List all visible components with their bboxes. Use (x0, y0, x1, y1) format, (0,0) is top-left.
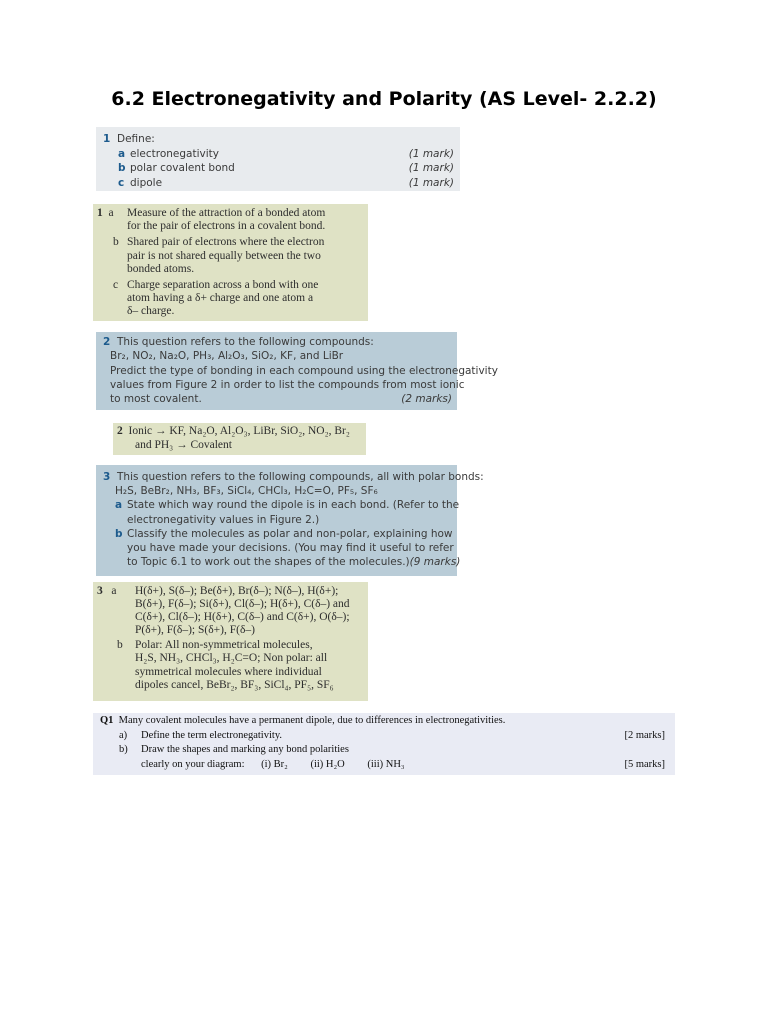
question-text: Predict the type of bonding in each compound using the electronegativity (110, 364, 498, 377)
question-text: you have made your decisions. (You may find it useful to refer (127, 542, 454, 555)
question-3-box (96, 465, 484, 576)
item-text: dipole (130, 176, 163, 189)
answer-number: 2 (117, 425, 123, 437)
answer-1-box (93, 204, 368, 321)
compound-list: H₂S, BeBr₂, NH₃, BF₃, SiCl₄, CHCl₃, H₂C=O, PF₅, SF₆ (115, 485, 378, 498)
part-iii: (iii) NH₃ (367, 758, 405, 770)
answer-line: Polar: All non-symmetrical molecules, (135, 639, 313, 652)
question-text: to Topic 6.1 to work out the shapes of the molecules.) (127, 556, 410, 569)
question-text: to most covalent. (110, 393, 202, 406)
item-letter: c (113, 279, 119, 292)
item-letter: a (115, 499, 123, 512)
item-letter: c (118, 176, 125, 189)
marks-label: (1 mark) (408, 147, 454, 160)
marks-label: (9 marks) (409, 556, 461, 569)
part-i: (i) Br₂ (261, 758, 288, 770)
question-item (103, 147, 454, 162)
page-title: 6.2 Electronegativity and Polarity (AS Level- 2.2.2) (111, 88, 657, 110)
answer-item (97, 207, 364, 233)
question-number: 2 (103, 336, 111, 348)
answer-line: H(δ+), S(δ–); Be(δ+), Br(δ–); N(δ–), H(δ+); (135, 585, 339, 597)
question-item (103, 176, 454, 191)
marks-label: (1 mark) (408, 176, 454, 189)
item-letter: a (118, 147, 126, 160)
answer-number: 3 (97, 585, 103, 597)
question-text: values from Figure 2 in order to list the compounds from most ionic (110, 378, 465, 391)
question-text: State which way round the dipole is in each bond. (Refer to the (127, 499, 460, 512)
item-letter: a) (119, 729, 128, 741)
question-1-box (96, 127, 460, 191)
item-text: polar covalent bond (130, 162, 235, 174)
answer-line: and PH₃ → Covalent (135, 438, 232, 451)
question-number: 1 (103, 133, 111, 145)
question-text: Draw the shapes and marking any bond polarities (141, 744, 349, 755)
question-text: Define the term electronegativity. (141, 729, 283, 741)
compound-list: Br₂, NO₂, Na₂O, PH₃, Al₂O₃, SiO₂, KF, and LiBr (110, 350, 344, 363)
answer-line: Ionic → KF, Na₂O, Al₂O₃, LiBr, SiO₂, NO₂, Br₂ (128, 425, 350, 437)
answer-line: for the pair of electrons in a covalent bond. (127, 220, 326, 233)
question-text: electronegativity values in Figure 2.) (127, 513, 320, 526)
answer-item (97, 236, 364, 276)
exam-question-box (93, 713, 675, 775)
marks-label: (1 mark) (408, 162, 454, 174)
question-stem: Many covalent molecules have a permanent dipole, due to differences in electronegativities. (118, 715, 506, 726)
answer-line: pair is not shared equally between the two (127, 249, 321, 262)
item-letter: a (111, 585, 117, 597)
answer-item (97, 585, 364, 637)
answer-line: P(δ+), F(δ–); S(δ+), F(δ–) (135, 624, 255, 637)
item-text: electronegativity (130, 147, 219, 160)
part-ii: (ii) H₂O (310, 758, 345, 770)
question-2-box (96, 332, 498, 410)
marks-label: (2 marks) (401, 393, 452, 406)
item-letter: b (118, 162, 126, 174)
answer-3-box (93, 582, 368, 701)
marks-label: [5 marks] (624, 758, 665, 770)
answer-line: atom having a δ+ charge and one atom a (127, 292, 314, 305)
question-text: Classify the molecules as polar and non-polar, explaining how (127, 527, 453, 540)
answer-line: Measure of the attraction of a bonded atom (127, 207, 326, 219)
question-text: clearly on your diagram: (141, 758, 245, 770)
answer-2-box (113, 423, 366, 455)
item-letter: b (115, 527, 123, 540)
question-text: This question refers to the following compounds: (117, 336, 374, 348)
answer-line: symmetrical molecules where individual (135, 665, 322, 678)
answer-line: C(δ+), Cl(δ–); H(δ+), C(δ–) and C(δ+), O(δ–); (135, 611, 350, 624)
item-letter: a (108, 207, 114, 219)
answer-item (97, 639, 364, 691)
question-item (103, 161, 454, 176)
question-text: This question refers to the following compounds, all with polar bonds: (117, 471, 484, 483)
answer-line: Shared pair of electrons where the electron (127, 236, 325, 249)
question-label: Q1 (100, 715, 114, 726)
item-letter: b) (119, 744, 128, 755)
question-number: 3 (103, 471, 111, 483)
answer-line: B(δ+), F(δ–); Si(δ+), Cl(δ–); H(δ+), C(δ–) and (135, 598, 350, 611)
answer-line: dipoles cancel, BeBr₂, BF₃, SiCl₄, PF₅, SF₆ (135, 678, 334, 691)
item-letter: b (117, 639, 123, 652)
answer-item (97, 279, 364, 319)
answer-line: H₂S, NH₃, CHCl₃, H₂C=O; Non polar: all (135, 652, 328, 665)
item-letter: b (113, 236, 119, 249)
answer-line: δ– charge. (127, 305, 175, 318)
answer-number: 1 (97, 207, 103, 219)
answer-line: bonded atoms. (127, 262, 195, 275)
question-intro: Define: (117, 133, 155, 145)
answer-line: Charge separation across a bond with one (127, 279, 319, 292)
marks-label: [2 marks] (624, 729, 665, 741)
